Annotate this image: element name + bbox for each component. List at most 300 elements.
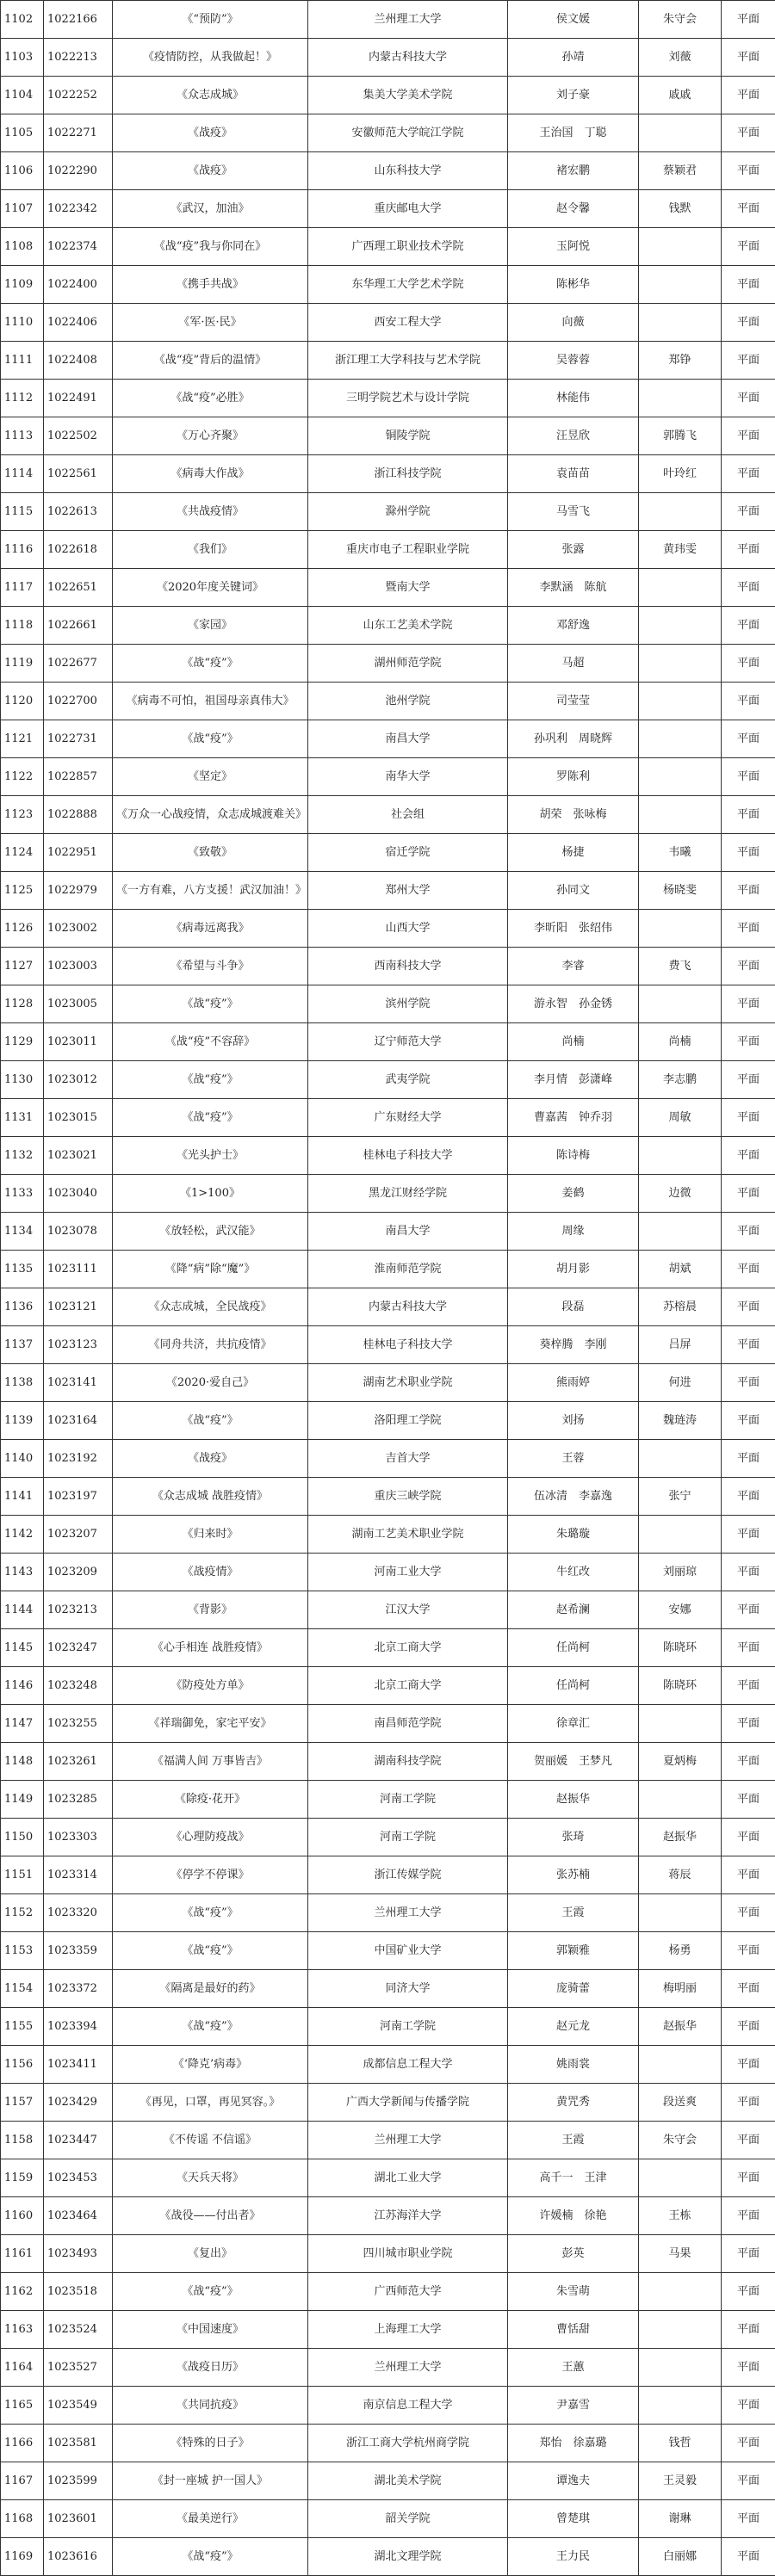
serial-number-cell: 1167 <box>1 2462 44 2500</box>
entry-id-cell: 1023411 <box>44 2046 113 2084</box>
serial-number-cell: 1158 <box>1 2122 44 2159</box>
category-cell: 平面 <box>722 2008 775 2046</box>
work-title-cell: 《病毒不可怕，祖国母亲真伟大》 <box>113 683 308 720</box>
work-title-cell: 《战疫》 <box>113 114 308 152</box>
institution-cell: 东华理工大学艺术学院 <box>308 266 508 304</box>
table-row <box>1 1516 775 1554</box>
work-title-cell: 《复出》 <box>113 2235 308 2273</box>
serial-number-cell: 1149 <box>1 1781 44 1819</box>
advisor-cell: 白丽娜 <box>639 2538 722 2576</box>
work-title-cell: 《战“疫”我与你同在》 <box>113 228 308 266</box>
institution-cell: 铜陵学院 <box>308 417 508 455</box>
table-row <box>1 39 775 77</box>
author-cell: 李昕阳 张绍伟 <box>508 910 639 948</box>
serial-number-cell: 1108 <box>1 228 44 266</box>
serial-number-cell: 1155 <box>1 2008 44 2046</box>
entry-id-cell: 1023464 <box>44 2197 113 2235</box>
serial-number-cell: 1115 <box>1 493 44 531</box>
category-cell: 平面 <box>722 1137 775 1175</box>
table-row <box>1 569 775 607</box>
work-title-cell: 《防疫处方单》 <box>113 1667 308 1705</box>
advisor-cell: 钱默 <box>639 190 722 228</box>
work-title-cell: 《战“疫”》 <box>113 1061 308 1099</box>
serial-number-cell: 1114 <box>1 455 44 493</box>
category-cell: 平面 <box>722 1667 775 1705</box>
entry-id-cell: 1023261 <box>44 1743 113 1781</box>
author-cell: 朱雪萌 <box>508 2273 639 2311</box>
category-cell: 平面 <box>722 2311 775 2349</box>
author-cell: 姜鹤 <box>508 1175 639 1213</box>
work-title-cell: 《“预防”》 <box>113 1 308 39</box>
author-cell: 罗陈利 <box>508 758 639 796</box>
entry-id-cell: 1022677 <box>44 645 113 683</box>
institution-cell: 重庆邮电大学 <box>308 190 508 228</box>
category-cell: 平面 <box>722 1743 775 1781</box>
category-cell: 平面 <box>722 2197 775 2235</box>
entry-id-cell: 1023141 <box>44 1364 113 1402</box>
advisor-cell: 段送爽 <box>639 2084 722 2122</box>
category-cell: 平面 <box>722 985 775 1023</box>
table-row <box>1 834 775 872</box>
advisor-cell: 陈晓环 <box>639 1629 722 1667</box>
entry-id-cell: 1022252 <box>44 77 113 114</box>
serial-number-cell: 1132 <box>1 1137 44 1175</box>
serial-number-cell: 1130 <box>1 1061 44 1099</box>
serial-number-cell: 1117 <box>1 569 44 607</box>
category-cell: 平面 <box>722 1970 775 2008</box>
entry-id-cell: 1023493 <box>44 2235 113 2273</box>
author-cell: 王霞 <box>508 1894 639 1932</box>
table-row <box>1 531 775 569</box>
serial-number-cell: 1147 <box>1 1705 44 1743</box>
category-cell: 平面 <box>722 1175 775 1213</box>
institution-cell: 滨州学院 <box>308 985 508 1023</box>
table-row <box>1 2122 775 2159</box>
author-cell: 刘扬 <box>508 1402 639 1440</box>
category-cell: 平面 <box>722 2235 775 2273</box>
author-cell: 许媛楠 徐艳 <box>508 2197 639 2235</box>
serial-number-cell: 1141 <box>1 1478 44 1516</box>
advisor-cell <box>639 1213 722 1251</box>
advisor-cell <box>639 1894 722 1932</box>
serial-number-cell: 1119 <box>1 645 44 683</box>
advisor-cell <box>639 493 722 531</box>
work-title-cell: 《共战疫情》 <box>113 493 308 531</box>
entry-id-cell: 1023011 <box>44 1023 113 1061</box>
institution-cell: 湖北美术学院 <box>308 2462 508 2500</box>
serial-number-cell: 1142 <box>1 1516 44 1554</box>
table-row <box>1 1705 775 1743</box>
institution-cell: 辽宁师范大学 <box>308 1023 508 1061</box>
advisor-cell <box>639 380 722 417</box>
author-cell: 吴蓉蓉 <box>508 342 639 380</box>
category-cell: 平面 <box>722 152 775 190</box>
institution-cell: 北京工商大学 <box>308 1629 508 1667</box>
institution-cell: 黑龙江财经学院 <box>308 1175 508 1213</box>
category-cell: 平面 <box>722 1288 775 1326</box>
advisor-cell <box>639 2387 722 2425</box>
work-title-cell: 《再见，口罩，再见冥容。》 <box>113 2084 308 2122</box>
table-row <box>1 2197 775 2235</box>
serial-number-cell: 1107 <box>1 190 44 228</box>
advisor-cell <box>639 910 722 948</box>
table-row <box>1 77 775 114</box>
entry-id-cell: 1022857 <box>44 758 113 796</box>
table-row <box>1 1364 775 1402</box>
advisor-cell <box>639 2273 722 2311</box>
category-cell: 平面 <box>722 1781 775 1819</box>
table-row <box>1 1137 775 1175</box>
institution-cell: 广西师范大学 <box>308 2273 508 2311</box>
category-cell: 平面 <box>722 1819 775 1856</box>
work-title-cell: 《战“疫”》 <box>113 1099 308 1137</box>
institution-cell: 河南工学院 <box>308 1781 508 1819</box>
work-title-cell: 《战“疫”》 <box>113 1932 308 1970</box>
table-row <box>1 2538 775 2576</box>
category-cell: 平面 <box>722 569 775 607</box>
advisor-cell: 郭腾飞 <box>639 417 722 455</box>
work-title-cell: 《战疫》 <box>113 152 308 190</box>
institution-cell: 南昌大学 <box>308 1213 508 1251</box>
entry-id-cell: 1022491 <box>44 380 113 417</box>
advisor-cell <box>639 114 722 152</box>
serial-number-cell: 1137 <box>1 1326 44 1364</box>
serial-number-cell: 1153 <box>1 1932 44 1970</box>
table-row <box>1 1667 775 1705</box>
entry-id-cell: 1023123 <box>44 1326 113 1364</box>
category-cell: 平面 <box>722 2349 775 2387</box>
serial-number-cell: 1143 <box>1 1554 44 1591</box>
entry-id-cell: 1023207 <box>44 1516 113 1554</box>
advisor-cell: 戚戚 <box>639 77 722 114</box>
entry-id-cell: 1022406 <box>44 304 113 342</box>
institution-cell: 河南工学院 <box>308 1819 508 1856</box>
advisor-cell <box>639 985 722 1023</box>
serial-number-cell: 1120 <box>1 683 44 720</box>
serial-number-cell: 1146 <box>1 1667 44 1705</box>
institution-cell: 广西大学新闻与传播学院 <box>308 2084 508 2122</box>
entry-id-cell: 1022700 <box>44 683 113 720</box>
table-row <box>1 1970 775 2008</box>
entry-id-cell: 1023616 <box>44 2538 113 2576</box>
work-title-cell: 《战“疫”》 <box>113 1402 308 1440</box>
category-cell: 平面 <box>722 1326 775 1364</box>
serial-number-cell: 1103 <box>1 39 44 77</box>
category-cell: 平面 <box>722 1023 775 1061</box>
serial-number-cell: 1113 <box>1 417 44 455</box>
author-cell: 马超 <box>508 645 639 683</box>
institution-cell: 兰州理工大学 <box>308 2122 508 2159</box>
category-cell: 平面 <box>722 455 775 493</box>
advisor-cell: 周敏 <box>639 1099 722 1137</box>
table-row <box>1 114 775 152</box>
serial-number-cell: 1112 <box>1 380 44 417</box>
institution-cell: 湖州师范学院 <box>308 645 508 683</box>
entry-id-cell: 1022271 <box>44 114 113 152</box>
category-cell: 平面 <box>722 1440 775 1478</box>
entry-id-cell: 1022618 <box>44 531 113 569</box>
author-cell: 段磊 <box>508 1288 639 1326</box>
author-cell: 伍冰清 李嘉逸 <box>508 1478 639 1516</box>
institution-cell: 广东财经大学 <box>308 1099 508 1137</box>
institution-cell: 四川城市职业学院 <box>308 2235 508 2273</box>
institution-cell: 湖南工艺美术职业学院 <box>308 1516 508 1554</box>
table-row <box>1 455 775 493</box>
author-cell: 熊雨婷 <box>508 1364 639 1402</box>
institution-cell: 江汉大学 <box>308 1591 508 1629</box>
serial-number-cell: 1104 <box>1 77 44 114</box>
serial-number-cell: 1162 <box>1 2273 44 2311</box>
serial-number-cell: 1152 <box>1 1894 44 1932</box>
table-row <box>1 1781 775 1819</box>
advisor-cell <box>639 2349 722 2387</box>
author-cell: 张苏楠 <box>508 1856 639 1894</box>
author-cell: 赵令馨 <box>508 190 639 228</box>
entry-id-cell: 1022408 <box>44 342 113 380</box>
entry-id-cell: 1023209 <box>44 1554 113 1591</box>
serial-number-cell: 1145 <box>1 1629 44 1667</box>
table-row <box>1 1856 775 1894</box>
institution-cell: 集美大学美术学院 <box>308 77 508 114</box>
work-title-cell: 《一方有难，八方支援！武汉加油！》 <box>113 872 308 910</box>
serial-number-cell: 1121 <box>1 720 44 758</box>
table-row <box>1 2387 775 2425</box>
institution-cell: 内蒙古科技大学 <box>308 1288 508 1326</box>
table-row <box>1 1591 775 1629</box>
institution-cell: 西南科技大学 <box>308 948 508 985</box>
serial-number-cell: 1102 <box>1 1 44 39</box>
author-cell: 贺丽媛 王梦凡 <box>508 1743 639 1781</box>
work-title-cell: 《战“疫”》 <box>113 720 308 758</box>
category-cell: 平面 <box>722 683 775 720</box>
advisor-cell: 苏榕晨 <box>639 1288 722 1326</box>
institution-cell: 湖南艺术职业学院 <box>308 1364 508 1402</box>
advisor-cell: 郑铮 <box>639 342 722 380</box>
institution-cell: 池州学院 <box>308 683 508 720</box>
category-cell: 平面 <box>722 796 775 834</box>
category-cell: 平面 <box>722 948 775 985</box>
category-cell: 平面 <box>722 1478 775 1516</box>
serial-number-cell: 1160 <box>1 2197 44 2235</box>
advisor-cell: 尚楠 <box>639 1023 722 1061</box>
serial-number-cell: 1159 <box>1 2159 44 2197</box>
category-cell: 平面 <box>722 1554 775 1591</box>
author-cell: 周缘 <box>508 1213 639 1251</box>
advisor-cell <box>639 720 722 758</box>
author-cell: 刘子豪 <box>508 77 639 114</box>
table-row <box>1 1402 775 1440</box>
institution-cell: 宿迁学院 <box>308 834 508 872</box>
advisor-cell: 刘薇 <box>639 39 722 77</box>
work-title-cell: 《我们》 <box>113 531 308 569</box>
work-title-cell: 《万众一心战疫情，众志成城渡难关》 <box>113 796 308 834</box>
category-cell: 平面 <box>722 2500 775 2538</box>
entry-id-cell: 1023003 <box>44 948 113 985</box>
work-title-cell: 《军·医·民》 <box>113 304 308 342</box>
author-cell: 马雪飞 <box>508 493 639 531</box>
serial-number-cell: 1126 <box>1 910 44 948</box>
table-row <box>1 607 775 645</box>
table-row <box>1 2349 775 2387</box>
serial-number-cell: 1139 <box>1 1402 44 1440</box>
entry-id-cell: 1023005 <box>44 985 113 1023</box>
category-cell: 平面 <box>722 228 775 266</box>
work-title-cell: 《携手共战》 <box>113 266 308 304</box>
advisor-cell: 边微 <box>639 1175 722 1213</box>
serial-number-cell: 1125 <box>1 872 44 910</box>
category-cell: 平面 <box>722 645 775 683</box>
table-row <box>1 2425 775 2462</box>
advisor-cell: 叶玲红 <box>639 455 722 493</box>
category-cell: 平面 <box>722 304 775 342</box>
table-row <box>1 493 775 531</box>
serial-number-cell: 1168 <box>1 2500 44 2538</box>
entry-id-cell: 1023429 <box>44 2084 113 2122</box>
table-row <box>1 1 775 39</box>
entry-id-cell: 1023453 <box>44 2159 113 2197</box>
category-cell: 平面 <box>722 607 775 645</box>
advisor-cell: 蔡颖君 <box>639 152 722 190</box>
advisor-cell <box>639 228 722 266</box>
work-title-cell: 《2020·爱自己》 <box>113 1364 308 1402</box>
table-row <box>1 2273 775 2311</box>
table-row <box>1 266 775 304</box>
work-title-cell: 《病毒远离我》 <box>113 910 308 948</box>
work-title-cell: 《众志成城 战胜疫情》 <box>113 1478 308 1516</box>
work-title-cell: 《病毒大作战》 <box>113 455 308 493</box>
entry-id-cell: 1023197 <box>44 1478 113 1516</box>
institution-cell: 中国矿业大学 <box>308 1932 508 1970</box>
work-title-cell: 《不传谣 不信谣》 <box>113 2122 308 2159</box>
category-cell: 平面 <box>722 190 775 228</box>
entry-id-cell: 1022166 <box>44 1 113 39</box>
serial-number-cell: 1110 <box>1 304 44 342</box>
advisor-cell <box>639 1137 722 1175</box>
author-cell: 袁苗苗 <box>508 455 639 493</box>
category-cell: 平面 <box>722 342 775 380</box>
advisor-cell: 赵振华 <box>639 2008 722 2046</box>
table-row <box>1 2462 775 2500</box>
advisor-cell: 吕屏 <box>639 1326 722 1364</box>
advisor-cell <box>639 1705 722 1743</box>
table-row <box>1 2008 775 2046</box>
table-row <box>1 1251 775 1288</box>
table-row <box>1 1743 775 1781</box>
advisor-cell <box>639 607 722 645</box>
entry-id-cell: 1022661 <box>44 607 113 645</box>
category-cell: 平面 <box>722 1516 775 1554</box>
table-row <box>1 645 775 683</box>
advisor-cell: 朱守会 <box>639 2122 722 2159</box>
serial-number-cell: 1124 <box>1 834 44 872</box>
category-cell: 平面 <box>722 758 775 796</box>
author-cell: 高千一 王津 <box>508 2159 639 2197</box>
serial-number-cell: 1148 <box>1 1743 44 1781</box>
table-body <box>1 1 775 2576</box>
advisor-cell: 夏炳梅 <box>639 1743 722 1781</box>
table-row <box>1 1478 775 1516</box>
table-row <box>1 1061 775 1099</box>
institution-cell: 上海理工大学 <box>308 2311 508 2349</box>
institution-cell: 山东科技大学 <box>308 152 508 190</box>
work-title-cell: 《致敬》 <box>113 834 308 872</box>
institution-cell: 兰州理工大学 <box>308 1894 508 1932</box>
advisor-cell: 李志鹏 <box>639 1061 722 1099</box>
category-cell: 平面 <box>722 2425 775 2462</box>
serial-number-cell: 1157 <box>1 2084 44 2122</box>
advisor-cell: 黄玮雯 <box>639 531 722 569</box>
serial-number-cell: 1133 <box>1 1175 44 1213</box>
institution-cell: 重庆三峡学院 <box>308 1478 508 1516</box>
serial-number-cell: 1122 <box>1 758 44 796</box>
entry-id-cell: 1023601 <box>44 2500 113 2538</box>
table-row <box>1 1326 775 1364</box>
author-cell: 徐章汇 <box>508 1705 639 1743</box>
author-cell: 王蓉 <box>508 1440 639 1478</box>
author-cell: 陈彬华 <box>508 266 639 304</box>
author-cell: 任尚柯 <box>508 1629 639 1667</box>
work-title-cell: 《同舟共济，共抗疫情》 <box>113 1326 308 1364</box>
entry-id-cell: 1023078 <box>44 1213 113 1251</box>
entry-id-cell: 1023599 <box>44 2462 113 2500</box>
serial-number-cell: 1165 <box>1 2387 44 2425</box>
category-cell: 平面 <box>722 1856 775 1894</box>
category-cell: 平面 <box>722 39 775 77</box>
author-cell: 尚楠 <box>508 1023 639 1061</box>
author-cell: 谭逸夫 <box>508 2462 639 2500</box>
author-cell: 张琦 <box>508 1819 639 1856</box>
category-cell: 平面 <box>722 1932 775 1970</box>
work-title-cell: 《战疫》 <box>113 1440 308 1478</box>
work-title-cell: 《坚定》 <box>113 758 308 796</box>
advisor-cell <box>639 1440 722 1478</box>
category-cell: 平面 <box>722 834 775 872</box>
author-cell: 庞骑蕾 <box>508 1970 639 2008</box>
category-cell: 平面 <box>722 493 775 531</box>
institution-cell: 重庆市电子工程职业学院 <box>308 531 508 569</box>
author-cell: 王治国 丁聪 <box>508 114 639 152</box>
advisor-cell: 钱哲 <box>639 2425 722 2462</box>
table-row <box>1 380 775 417</box>
author-cell: 汪昱欣 <box>508 417 639 455</box>
advisor-cell: 朱守会 <box>639 1 722 39</box>
serial-number-cell: 1127 <box>1 948 44 985</box>
entry-id-cell: 1022400 <box>44 266 113 304</box>
work-title-cell: 《隔离是最好的药》 <box>113 1970 308 2008</box>
entry-id-cell: 1022731 <box>44 720 113 758</box>
work-title-cell: 《战“疫”必胜》 <box>113 380 308 417</box>
author-cell: 胡月影 <box>508 1251 639 1288</box>
serial-number-cell: 1135 <box>1 1251 44 1288</box>
work-title-cell: 《战“疫”不容辞》 <box>113 1023 308 1061</box>
author-cell: 朱璐璇 <box>508 1516 639 1554</box>
entry-id-cell: 1023447 <box>44 2122 113 2159</box>
entry-id-cell: 1023255 <box>44 1705 113 1743</box>
work-title-cell: 《战疫情》 <box>113 1554 308 1591</box>
work-title-cell: 《除疫·花开》 <box>113 1781 308 1819</box>
category-cell: 平面 <box>722 1591 775 1629</box>
category-cell: 平面 <box>722 1099 775 1137</box>
category-cell: 平面 <box>722 1402 775 1440</box>
table-row <box>1 2235 775 2273</box>
serial-number-cell: 1116 <box>1 531 44 569</box>
category-cell: 平面 <box>722 531 775 569</box>
table-row <box>1 304 775 342</box>
work-title-cell: 《众志成城，全民战疫》 <box>113 1288 308 1326</box>
institution-cell: 湖南科技学院 <box>308 1743 508 1781</box>
advisor-cell <box>639 645 722 683</box>
work-title-cell: 《归来时》 <box>113 1516 308 1554</box>
